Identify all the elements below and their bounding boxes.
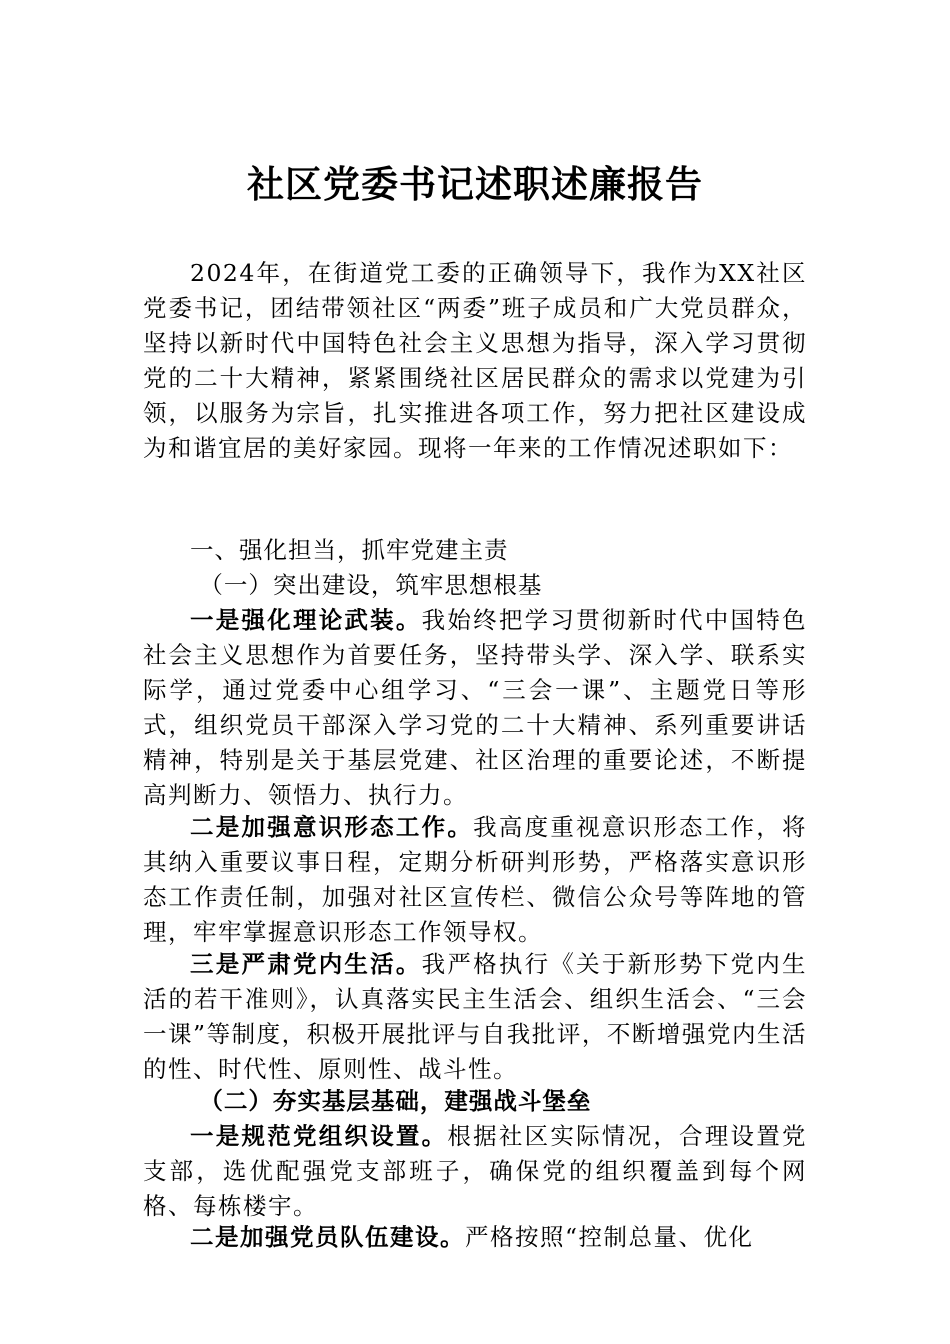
paragraph-lead: 一是强化理论武装。 xyxy=(190,606,422,634)
paragraph-text: 严格按照“控制总量、优化 xyxy=(465,1223,754,1251)
paragraph-text: 我严格执行《关于新形势下党内生活的若干准则》，认真落实民主生活会、组织生活会、“三会一课”等制度，积极开展批评与自我批评，不断增强党内生活的性、时代性、原则性、战斗性。 xyxy=(143,950,807,1083)
paragraph-lead: 二是加强意识形态工作。 xyxy=(190,813,474,841)
intro-paragraph: 2024年，在街道党工委的正确领导下，我作为XX社区党委书记，团结带领社区“两委”班子成员和广大党员群众，坚持以新时代中国特色社会主义思想为指导，深入学习贯彻党的二十大精神，紧紧围绕社区居民群众的需求以党建为引领，以服务为宗旨，扎实推进各项工作，努力把社区建设成为和谐宜居的美好家园。现将一年来的工作情况述职如下： xyxy=(143,259,807,462)
paragraph-party-life xyxy=(143,947,807,1084)
paragraph-theory xyxy=(143,603,807,810)
subsection-heading-1: （一）突出建设，筑牢思想根基 xyxy=(199,571,543,599)
document-body xyxy=(143,256,807,1255)
paragraph-organization xyxy=(143,1119,807,1220)
paragraph-lead: 三是严肃党内生活。 xyxy=(190,950,422,978)
paragraph-text: 根据社区实际情况，合理设置党支部，选优配强党支部班子，确保党的组织覆盖到每个网格、每栋楼宇。 xyxy=(143,1122,807,1220)
paragraph-text: 我始终把学习贯彻新时代中国特色社会主义思想作为首要任务，坚持带头学、深入学、联系实际学，通过党委中心组学习、“三会一课”、主题党日等形式，组织党员干部深入学习党的二十大精神、系列重要讲话精神，特别是关于基层党建、社区治理的重要论述，不断提高判断力、领悟力、执行力。 xyxy=(143,606,807,809)
paragraph-member-team xyxy=(143,1220,807,1255)
paragraph-ideology xyxy=(143,810,807,947)
section-heading-1: 一、强化担当，抓牢党建主责 xyxy=(190,536,509,564)
paragraph-lead: 二是加强党员队伍建设。 xyxy=(190,1223,465,1251)
subsection-heading-2: （二）夯实基层基础，建强战斗堡垒 xyxy=(199,1087,592,1115)
document-title: 社区党委书记述职述廉报告 xyxy=(247,162,703,206)
paragraph-lead: 一是规范党组织设置。 xyxy=(190,1122,448,1150)
paragraph-text: 我高度重视意识形态工作，将其纳入重要议事日程，定期分析研判形势，严格落实意识形态工作责任制，加强对社区宣传栏、微信公众号等阵地的管理，牢牢掌握意识形态工作领导权。 xyxy=(143,813,807,946)
